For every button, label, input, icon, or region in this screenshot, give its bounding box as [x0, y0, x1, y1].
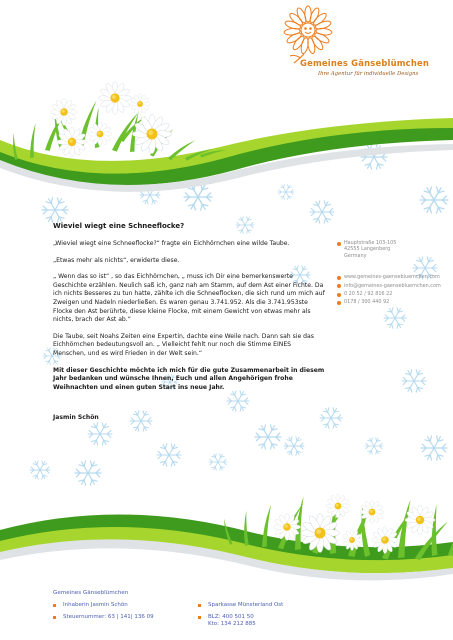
mobile-item [336, 299, 451, 305]
letter-paragraph: „Wieviel wiegt eine Schneeflocke?“ fragte ein Eichhörnchen eine wilde Taube. [53, 240, 290, 247]
contact-block [336, 240, 451, 306]
footer-owner-text: Inhaberin Jasmin Schön [63, 602, 128, 608]
letter-paragraph: Die Taube, seit Noahs Zeiten eine Expertin, dachte eine Weile nach. Dann sah sie das Eichhörnchen bedeutungsvoll an. „ Vielleicht fehlt nur noch die Stimme EINES Menschen, und es wird Frieden in der Welt sein.“ [53, 332, 314, 357]
brand-tagline: Ihre Agentur für individuelle Designs [318, 71, 419, 77]
email-item[interactable] [336, 283, 451, 289]
brand-name: Gemeines Gänseblümchen [300, 58, 430, 68]
footer-account-text: Kto: 134 212 885 [208, 620, 256, 627]
address-line: Germany [344, 252, 367, 259]
web-item[interactable] [336, 274, 451, 280]
footer-bank-details [198, 614, 256, 628]
address-line: 42555 Langenberg [344, 246, 391, 253]
footer-bank [198, 602, 283, 609]
footer-blz-text: BLZ: 400 501 50 [208, 614, 254, 620]
letter-paragraph: „ Wenn das so ist“ , so das Eichhörnchen, „ muss ich Dir eine bemerkenswerte Geschichte erzählen. Neulich saß ich, ganz nah am Stamm, auf dem Ast einer Fichte. Da ich nichts Besseres zu tun hatte, zählte ich die Schneeflocken, die sich rund um mich auf Zweigen und Nadeln niederließen. Es waren genau 3.741.952. Als die 3.741.953ste Flocke den Ast berührte, diese kleine Flocke, mit einem Gewicht von etwas mehr als nichts, brach der Ast ab.“ [53, 273, 325, 324]
location-icon [337, 242, 341, 246]
header-green-wave [0, 118, 453, 192]
letter-signature: Jasmin Schön [53, 414, 99, 422]
footer-title: Gemeines Gänseblümchen [53, 590, 129, 596]
phone-number: 0 20 52 / 92 816 22 [344, 291, 393, 298]
letter-closing: Mit dieser Geschichte möchte ich mich für die gute Zusammenarbeit in diesem Jahr bedanken und wünsche Ihnen, Euch und allen Angehörigen frohe Weihnachten und einen guten Start ins neue Jahr. [53, 366, 325, 391]
address-line: Hauptstraße 103-105 [344, 240, 397, 246]
bullet-icon [198, 604, 201, 607]
email-icon [337, 284, 341, 288]
footer-bank-text: Sparkasse Münsterland Ost [208, 602, 284, 608]
mobile-icon [337, 301, 341, 305]
mobile-number: 0178 / 300 440 92 [344, 299, 390, 306]
phone-icon [337, 293, 341, 297]
footer-tax-text: Steuernummer: 63 | 141| 136 09 [63, 614, 154, 620]
address-item [336, 240, 451, 259]
bullet-icon [53, 616, 56, 619]
header-flower-meadow [6, 82, 227, 166]
letter-title: Wieviel wiegt eine Schneeflocke? [53, 222, 185, 230]
brand-logo-flower-icon [284, 6, 332, 63]
website-link[interactable]: www.gemeines-gaensebluemchen.com [344, 274, 440, 281]
email-link[interactable]: info@gemeines-gaensebluemchen.com [344, 282, 441, 289]
footer-tax [53, 614, 154, 621]
phone-item [336, 291, 451, 297]
globe-icon [337, 276, 341, 280]
bullet-icon [53, 604, 56, 607]
footer-owner [53, 602, 128, 609]
letter-body [53, 222, 325, 423]
bullet-icon [198, 616, 201, 619]
letter-paragraph: „Etwas mehr als nichts“, erwiderte diese. [53, 256, 180, 264]
